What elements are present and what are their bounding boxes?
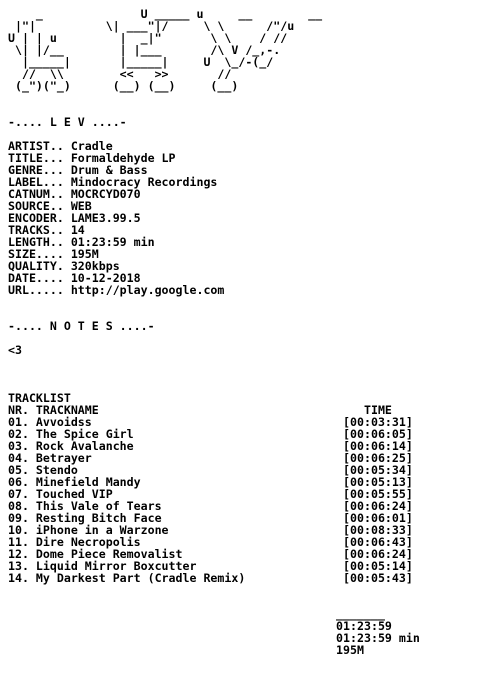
tracklist-header: NR. TRACKNAME TIME [8, 403, 392, 417]
info-encoder: ENCODER. LAME3.99.5 [8, 211, 141, 225]
info-source: SOURCE.. WEB [8, 199, 92, 213]
track-row: 06. Minefield Mandy [00:05:13] [8, 475, 413, 489]
track-row: 04. Betrayer [00:06:25] [8, 451, 413, 465]
track-row: 03. Rock Avalanche [00:06:14] [8, 439, 413, 453]
track-row: 10. iPhone in a Warzone [00:08:33] [8, 523, 413, 537]
logo-line: \| |/__ | |___ /\ V /_,-. [8, 43, 281, 57]
track-row: 02. The Spice Girl [00:06:05] [8, 427, 413, 441]
info-catnum: CATNUM.. MOCRCYD070 [8, 187, 141, 201]
summary [8, 608, 472, 656]
track-row: 11. Dire Necropolis [00:06:43] [8, 535, 413, 549]
info-date: DATE.... 10-12-2018 [8, 271, 141, 285]
track-row: 12. Dome Piece Removalist [00:06:24] [8, 547, 413, 561]
logo-line: |"| \| ___"|/ \ \ /"/u [8, 19, 295, 33]
tracklist-title: TRACKLIST [8, 391, 71, 405]
header-divider: -.... L E V ....- [8, 115, 127, 129]
info-quality: QUALITY. 320kbps [8, 259, 120, 273]
logo-line: U | | u | _|" \ \ / // [8, 31, 288, 45]
info-size: SIZE.... 195M [8, 247, 99, 261]
info-title: TITLE... Formaldehyde LP [8, 151, 176, 165]
ascii-logo [8, 8, 472, 92]
track-row: 01. Avvoidss [00:03:31] [8, 415, 413, 429]
info-url: URL..... http://play.google.com [8, 283, 225, 297]
track-row: 13. Liquid Mirror Boxcutter [00:05:14] [8, 559, 413, 573]
summary-rule: _______ [8, 607, 385, 621]
notes-divider: -.... N O T E S ....- [8, 319, 155, 333]
track-row: 08. This Vale of Tears [00:06:24] [8, 499, 413, 513]
info-label: LABEL... Mindocracy Recordings [8, 175, 218, 189]
logo-line: |_____| |_____| U \_/-(_/ [8, 55, 274, 69]
tracklist [8, 416, 472, 584]
summary-total-length: 01:23:59 min [8, 631, 420, 645]
track-row: 05. Stendo [00:05:34] [8, 463, 413, 477]
notes-text: <3 [8, 343, 22, 357]
info-genre: GENRE... Drum & Bass [8, 163, 148, 177]
logo-line: _ U _____ u __ __ [8, 7, 323, 21]
track-row: 09. Resting Bitch Face [00:06:01] [8, 511, 413, 525]
logo-line: // \\ << >> // [8, 67, 232, 81]
summary-total-time: 01:23:59 [8, 619, 392, 633]
nfo-document [8, 8, 472, 656]
info-artist: ARTIST.. Cradle [8, 139, 113, 153]
info-tracks: TRACKS.. 14 [8, 223, 85, 237]
track-row: 07. Touched VIP [00:05:55] [8, 487, 413, 501]
summary-total-size: 195M [8, 643, 364, 657]
track-row: 14. My Darkest Part (Cradle Remix) [00:05:43] [8, 571, 413, 585]
logo-line: (_")("_) (__) (__) (__) [8, 79, 239, 93]
release-info [8, 140, 472, 296]
info-length: LENGTH.. 01:23:59 min [8, 235, 155, 249]
